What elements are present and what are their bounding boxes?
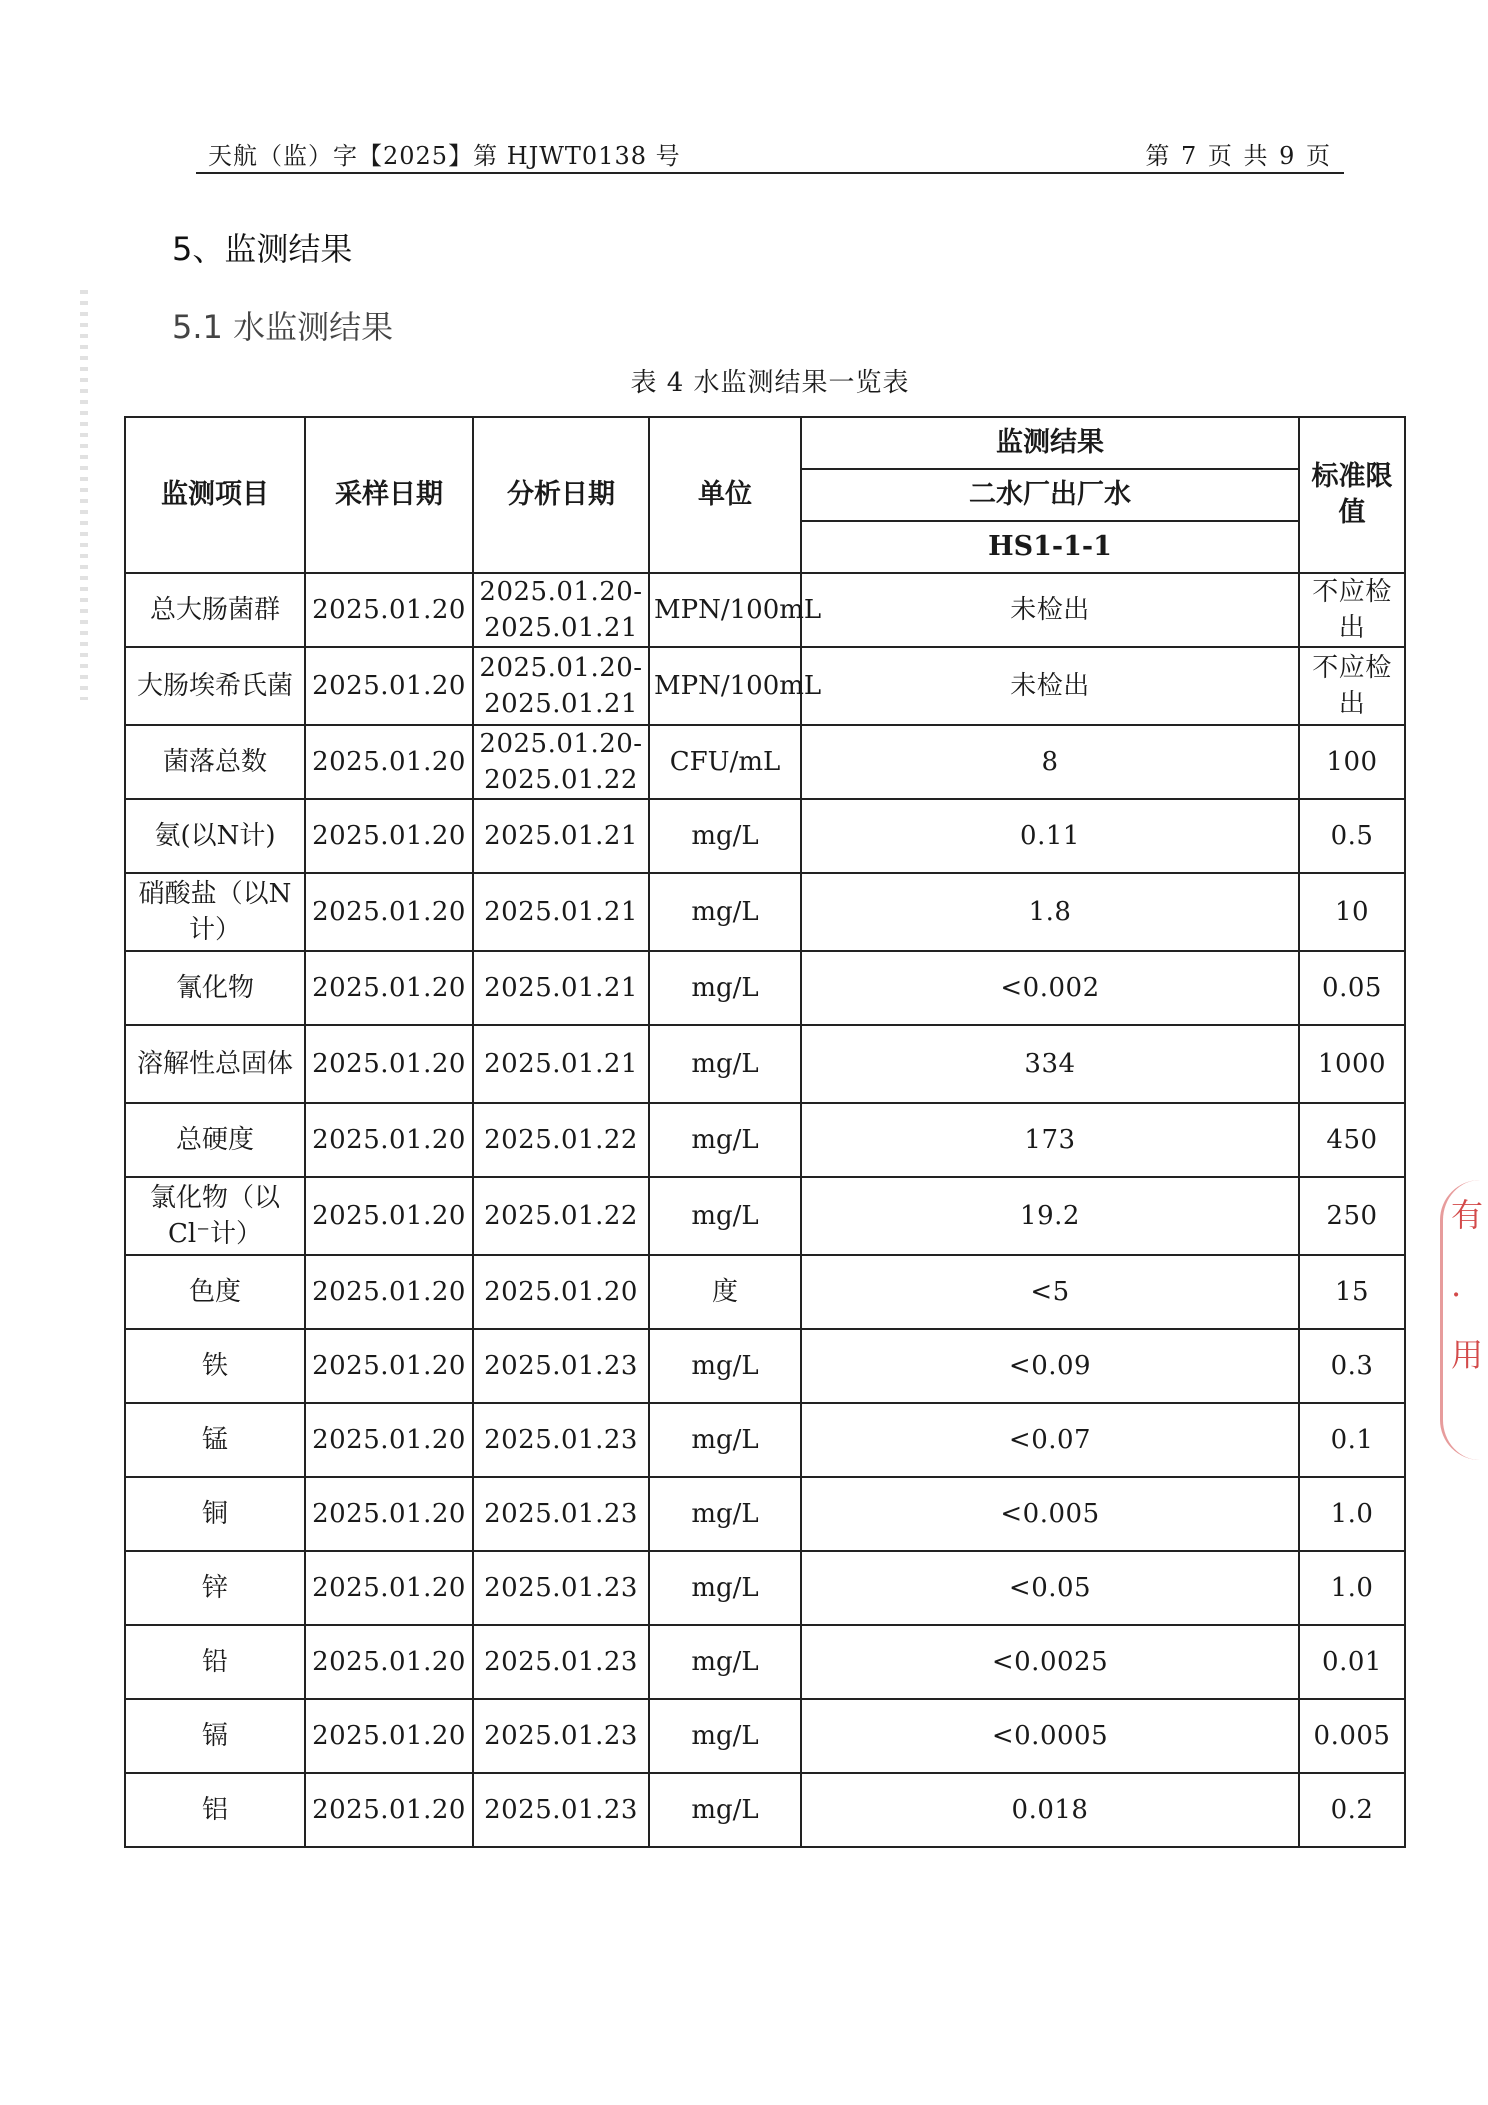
cell-analysis-date: 2025.01.23 bbox=[473, 1699, 649, 1773]
cell-sampling-date: 2025.01.20 bbox=[305, 1773, 473, 1847]
cell-limit: 1.0 bbox=[1299, 1477, 1405, 1551]
cell-result: 1.8 bbox=[801, 873, 1299, 951]
cell-result: <0.07 bbox=[801, 1403, 1299, 1477]
cell-limit: 0.3 bbox=[1299, 1329, 1405, 1403]
cell-item: 大肠埃希氏菌 bbox=[125, 647, 305, 725]
cell-limit: 15 bbox=[1299, 1255, 1405, 1329]
table-row bbox=[125, 799, 1405, 873]
cell-limit: 10 bbox=[1299, 873, 1405, 951]
cell-result: 未检出 bbox=[801, 573, 1299, 647]
cell-item: 色度 bbox=[125, 1255, 305, 1329]
cell-item: 氨(以N计) bbox=[125, 799, 305, 873]
cell-limit: 0.1 bbox=[1299, 1403, 1405, 1477]
cell-item: 氯化物（以Cl⁻计） bbox=[125, 1177, 305, 1255]
cell-analysis-date: 2025.01.20-2025.01.22 bbox=[473, 725, 649, 799]
cell-unit: MPN/100mL bbox=[649, 647, 801, 725]
cell-unit: mg/L bbox=[649, 1699, 801, 1773]
document-number: 天航（监）字【2025】第 HJWT0138 号 bbox=[208, 142, 681, 170]
cell-sampling-date: 2025.01.20 bbox=[305, 799, 473, 873]
cell-sampling-date: 2025.01.20 bbox=[305, 1025, 473, 1103]
cell-unit: 度 bbox=[649, 1255, 801, 1329]
cell-result: <0.0025 bbox=[801, 1625, 1299, 1699]
cell-result: 19.2 bbox=[801, 1177, 1299, 1255]
cell-unit: mg/L bbox=[649, 1177, 801, 1255]
cell-analysis-date: 2025.01.23 bbox=[473, 1625, 649, 1699]
cell-unit: mg/L bbox=[649, 1025, 801, 1103]
cell-result: 未检出 bbox=[801, 647, 1299, 725]
cell-sampling-date: 2025.01.20 bbox=[305, 1103, 473, 1177]
cell-limit: 0.5 bbox=[1299, 799, 1405, 873]
cell-item: 铜 bbox=[125, 1477, 305, 1551]
cell-analysis-date: 2025.01.23 bbox=[473, 1477, 649, 1551]
cell-item: 镉 bbox=[125, 1699, 305, 1773]
cell-result: 173 bbox=[801, 1103, 1299, 1177]
cell-result: <0.002 bbox=[801, 951, 1299, 1025]
cell-sampling-date: 2025.01.20 bbox=[305, 1255, 473, 1329]
cell-limit: 0.05 bbox=[1299, 951, 1405, 1025]
cell-limit: 1000 bbox=[1299, 1025, 1405, 1103]
page-info: 第 7 页 共 9 页 bbox=[1145, 142, 1332, 170]
red-seal-stamp: 有 . 用 bbox=[1440, 1180, 1488, 1460]
cell-sampling-date: 2025.01.20 bbox=[305, 1699, 473, 1773]
cell-unit: mg/L bbox=[649, 1625, 801, 1699]
table-row bbox=[125, 1103, 1405, 1177]
header-limit: 标准限值 bbox=[1299, 417, 1405, 573]
table-row bbox=[125, 1329, 1405, 1403]
page-header bbox=[196, 132, 1344, 174]
cell-analysis-date: 2025.01.22 bbox=[473, 1177, 649, 1255]
cell-analysis-date: 2025.01.23 bbox=[473, 1329, 649, 1403]
cell-sampling-date: 2025.01.20 bbox=[305, 1551, 473, 1625]
table-row bbox=[125, 1403, 1405, 1477]
header-unit: 单位 bbox=[649, 417, 801, 573]
cell-limit: 0.2 bbox=[1299, 1773, 1405, 1847]
cell-item: 铁 bbox=[125, 1329, 305, 1403]
cell-item: 铝 bbox=[125, 1773, 305, 1847]
header-analysis-date: 分析日期 bbox=[473, 417, 649, 573]
cell-sampling-date: 2025.01.20 bbox=[305, 1625, 473, 1699]
cell-sampling-date: 2025.01.20 bbox=[305, 573, 473, 647]
cell-sampling-date: 2025.01.20 bbox=[305, 1177, 473, 1255]
cell-item: 锌 bbox=[125, 1551, 305, 1625]
cell-unit: mg/L bbox=[649, 1329, 801, 1403]
cell-unit: MPN/100mL bbox=[649, 573, 801, 647]
table-row bbox=[125, 1551, 1405, 1625]
table-row bbox=[125, 1177, 1405, 1255]
cell-limit: 100 bbox=[1299, 725, 1405, 799]
cell-sampling-date: 2025.01.20 bbox=[305, 951, 473, 1025]
header-sampling-date: 采样日期 bbox=[305, 417, 473, 573]
cell-analysis-date: 2025.01.22 bbox=[473, 1103, 649, 1177]
header-location: 二水厂出厂水 bbox=[801, 469, 1299, 521]
scan-artifact bbox=[80, 290, 88, 700]
table-row bbox=[125, 1477, 1405, 1551]
cell-limit: 0.01 bbox=[1299, 1625, 1405, 1699]
section-heading: 5、监测结果 bbox=[172, 230, 353, 268]
cell-item: 总硬度 bbox=[125, 1103, 305, 1177]
table-row bbox=[125, 1025, 1405, 1103]
cell-analysis-date: 2025.01.21 bbox=[473, 873, 649, 951]
cell-item: 锰 bbox=[125, 1403, 305, 1477]
table-row bbox=[125, 1255, 1405, 1329]
cell-unit: CFU/mL bbox=[649, 725, 801, 799]
cell-analysis-date: 2025.01.23 bbox=[473, 1551, 649, 1625]
cell-limit: 250 bbox=[1299, 1177, 1405, 1255]
cell-analysis-date: 2025.01.23 bbox=[473, 1773, 649, 1847]
cell-limit: 0.005 bbox=[1299, 1699, 1405, 1773]
table-row bbox=[125, 1699, 1405, 1773]
table-caption: 表 4 水监测结果一览表 bbox=[630, 368, 910, 398]
cell-limit: 不应检出 bbox=[1299, 647, 1405, 725]
cell-analysis-date: 2025.01.23 bbox=[473, 1403, 649, 1477]
cell-sampling-date: 2025.01.20 bbox=[305, 1477, 473, 1551]
cell-unit: mg/L bbox=[649, 873, 801, 951]
cell-analysis-date: 2025.01.20-2025.01.21 bbox=[473, 573, 649, 647]
cell-result: <5 bbox=[801, 1255, 1299, 1329]
table-row bbox=[125, 725, 1405, 799]
cell-analysis-date: 2025.01.21 bbox=[473, 1025, 649, 1103]
cell-result: 334 bbox=[801, 1025, 1299, 1103]
subsection-heading: 5.1 水监测结果 bbox=[172, 308, 394, 346]
header-item: 监测项目 bbox=[125, 417, 305, 573]
cell-unit: mg/L bbox=[649, 1773, 801, 1847]
cell-item: 铅 bbox=[125, 1625, 305, 1699]
header-result-group: 监测结果 bbox=[801, 417, 1299, 469]
cell-analysis-date: 2025.01.21 bbox=[473, 799, 649, 873]
table-body bbox=[125, 573, 1405, 1847]
cell-sampling-date: 2025.01.20 bbox=[305, 1403, 473, 1477]
cell-item: 硝酸盐（以N计） bbox=[125, 873, 305, 951]
cell-sampling-date: 2025.01.20 bbox=[305, 647, 473, 725]
cell-unit: mg/L bbox=[649, 1103, 801, 1177]
cell-sampling-date: 2025.01.20 bbox=[305, 725, 473, 799]
cell-unit: mg/L bbox=[649, 1477, 801, 1551]
table-row bbox=[125, 573, 1405, 647]
cell-sampling-date: 2025.01.20 bbox=[305, 873, 473, 951]
cell-item: 溶解性总固体 bbox=[125, 1025, 305, 1103]
cell-analysis-date: 2025.01.21 bbox=[473, 951, 649, 1025]
cell-result: <0.09 bbox=[801, 1329, 1299, 1403]
cell-item: 总大肠菌群 bbox=[125, 573, 305, 647]
cell-unit: mg/L bbox=[649, 951, 801, 1025]
table-row bbox=[125, 951, 1405, 1025]
cell-result: 0.11 bbox=[801, 799, 1299, 873]
table-row bbox=[125, 647, 1405, 725]
table-row bbox=[125, 1773, 1405, 1847]
table-row bbox=[125, 873, 1405, 951]
cell-limit: 450 bbox=[1299, 1103, 1405, 1177]
cell-unit: mg/L bbox=[649, 799, 801, 873]
header-sample-id: HS1-1-1 bbox=[801, 521, 1299, 573]
cell-limit: 1.0 bbox=[1299, 1551, 1405, 1625]
cell-unit: mg/L bbox=[649, 1551, 801, 1625]
cell-result: 0.018 bbox=[801, 1773, 1299, 1847]
cell-sampling-date: 2025.01.20 bbox=[305, 1329, 473, 1403]
cell-analysis-date: 2025.01.20-2025.01.21 bbox=[473, 647, 649, 725]
cell-result: 8 bbox=[801, 725, 1299, 799]
cell-item: 氰化物 bbox=[125, 951, 305, 1025]
cell-result: <0.0005 bbox=[801, 1699, 1299, 1773]
cell-limit: 不应检出 bbox=[1299, 573, 1405, 647]
cell-result: <0.005 bbox=[801, 1477, 1299, 1551]
cell-unit: mg/L bbox=[649, 1403, 801, 1477]
cell-analysis-date: 2025.01.20 bbox=[473, 1255, 649, 1329]
water-monitoring-table bbox=[124, 416, 1406, 1848]
cell-result: <0.05 bbox=[801, 1551, 1299, 1625]
table-row bbox=[125, 1625, 1405, 1699]
cell-item: 菌落总数 bbox=[125, 725, 305, 799]
